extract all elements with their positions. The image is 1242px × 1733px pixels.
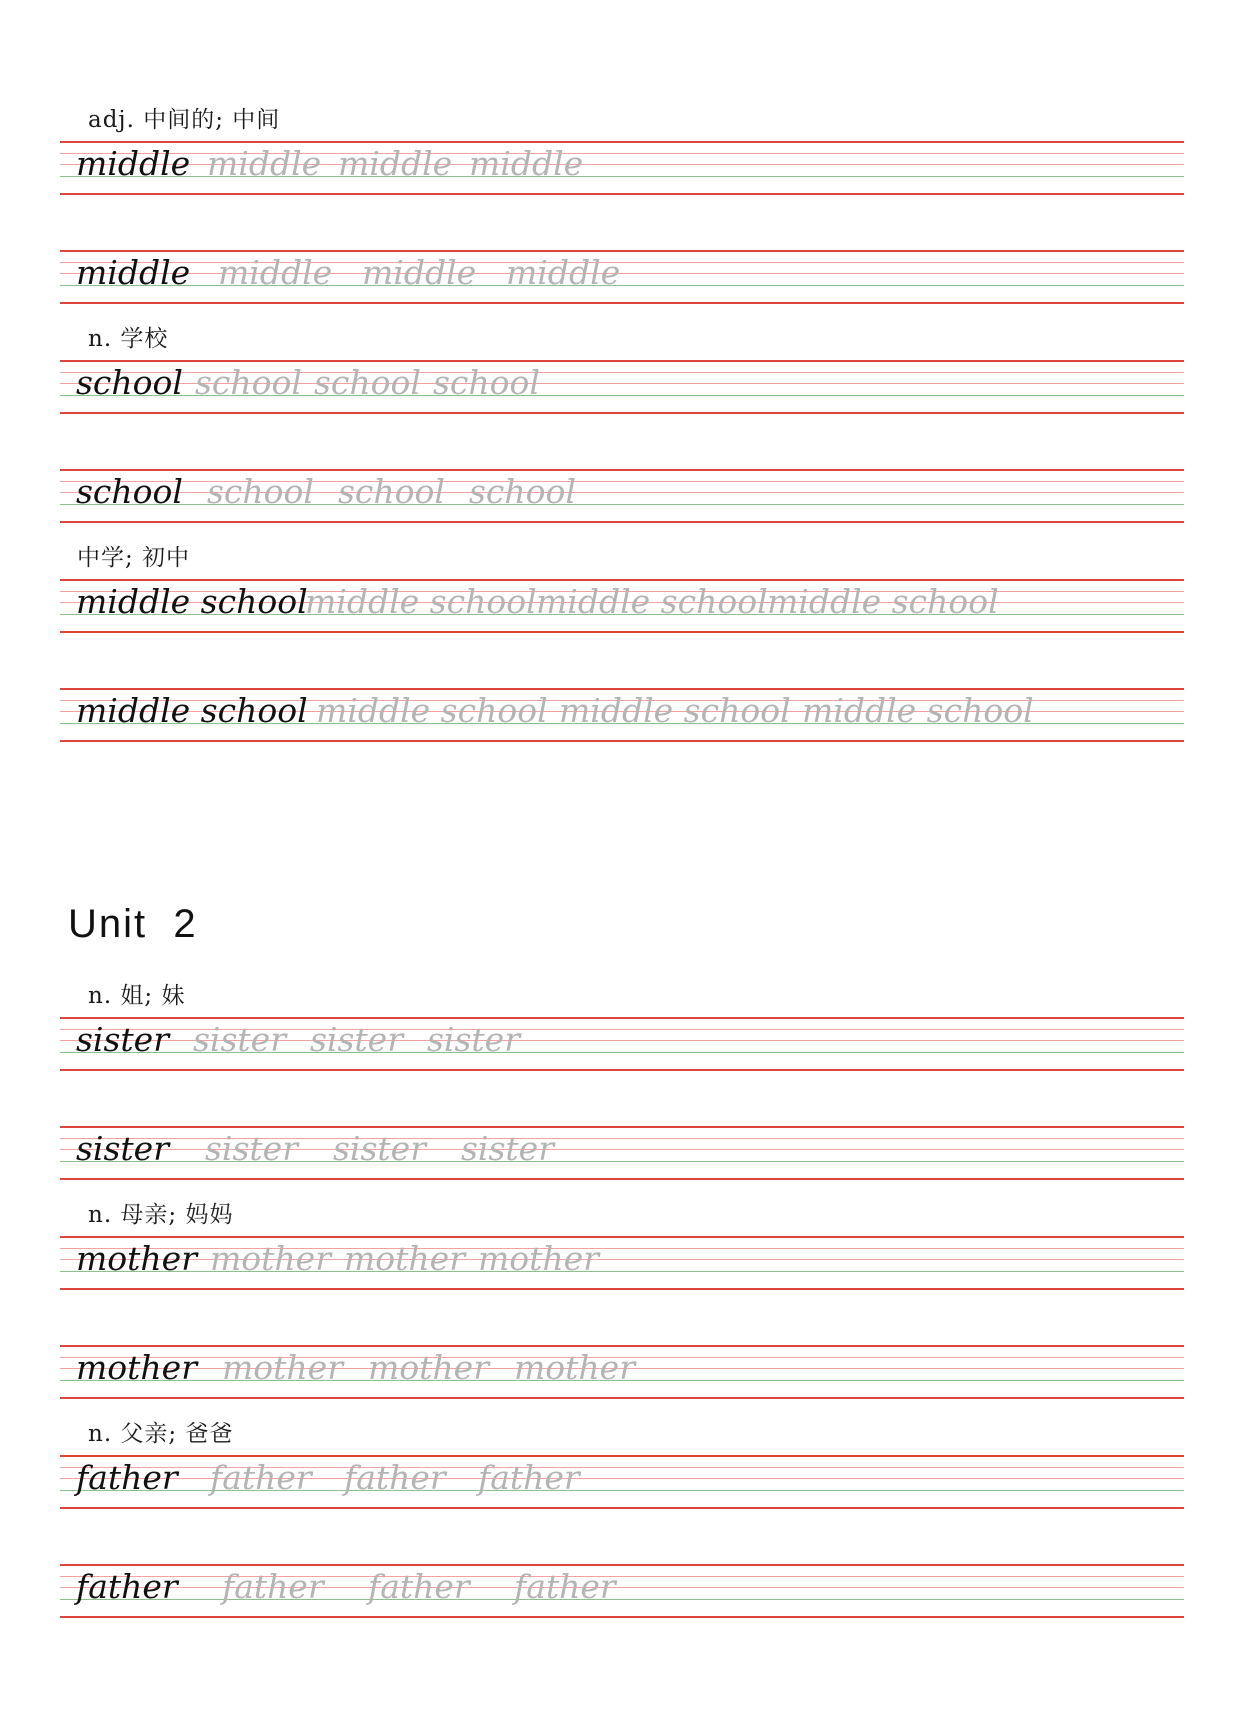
bottom-rule: [60, 1069, 1184, 1071]
bottom-rule: [60, 740, 1184, 742]
practice-line: [60, 579, 1184, 632]
word-meaning: n. 学校: [88, 326, 169, 352]
trace-word: middle: [469, 144, 584, 183]
trace-word: father: [368, 1567, 470, 1606]
trace-word: mother: [368, 1348, 489, 1387]
trace-word: school: [433, 363, 540, 402]
trace-word: school: [469, 472, 576, 511]
trace-word: middle school: [316, 691, 548, 730]
top-rule: [60, 1345, 1184, 1347]
bottom-rule: [60, 193, 1184, 195]
bottom-rule: [60, 302, 1184, 304]
word-meaning: 中学; 初中: [77, 545, 191, 571]
practice-line: [60, 469, 1184, 522]
trace-word: middle: [218, 253, 333, 292]
model-word: sister: [76, 1020, 169, 1059]
trace-word: sister: [427, 1020, 520, 1059]
practice-line: [60, 1345, 1184, 1398]
word-meaning: n. 母亲; 妈妈: [88, 1202, 234, 1228]
trace-word: mother: [344, 1239, 465, 1278]
trace-word: school: [207, 472, 314, 511]
bottom-rule: [60, 1288, 1184, 1290]
model-word: middle school: [76, 582, 308, 621]
practice-line: [60, 1126, 1184, 1179]
trace-word: school: [195, 363, 302, 402]
bottom-rule: [60, 1507, 1184, 1509]
unit-title: Unit 2: [68, 902, 198, 946]
top-rule: [60, 1455, 1184, 1457]
trace-word: sister: [193, 1020, 286, 1059]
top-rule: [60, 688, 1184, 690]
model-word: sister: [76, 1129, 169, 1168]
top-rule: [60, 1564, 1184, 1566]
practice-line: [60, 360, 1184, 413]
trace-word: father: [478, 1458, 580, 1497]
top-rule: [60, 250, 1184, 252]
model-word: middle: [76, 144, 191, 183]
trace-word: middle: [338, 144, 453, 183]
trace-word: school: [314, 363, 421, 402]
trace-word: middle school: [536, 582, 768, 621]
trace-word: mother: [210, 1239, 331, 1278]
trace-word: mother: [514, 1348, 635, 1387]
model-word: middle: [76, 253, 191, 292]
top-rule: [60, 141, 1184, 143]
trace-word: father: [344, 1458, 446, 1497]
trace-word: middle school: [305, 582, 537, 621]
trace-word: middle: [506, 253, 621, 292]
trace-word: middle school: [559, 691, 791, 730]
practice-line: [60, 141, 1184, 194]
model-word: father: [76, 1567, 178, 1606]
bottom-rule: [60, 1397, 1184, 1399]
bottom-rule: [60, 521, 1184, 523]
trace-word: mother: [222, 1348, 343, 1387]
model-word: school: [76, 472, 183, 511]
practice-line: [60, 1236, 1184, 1289]
practice-line: [60, 1455, 1184, 1508]
bottom-rule: [60, 1178, 1184, 1180]
top-rule: [60, 1017, 1184, 1019]
model-word: middle school: [76, 691, 308, 730]
practice-line: [60, 688, 1184, 741]
trace-word: father: [222, 1567, 324, 1606]
trace-word: middle: [362, 253, 477, 292]
model-word: school: [76, 363, 183, 402]
bottom-rule: [60, 631, 1184, 633]
top-rule: [60, 1126, 1184, 1128]
top-rule: [60, 360, 1184, 362]
word-meaning: n. 姐; 妹: [88, 983, 186, 1009]
model-word: mother: [76, 1348, 197, 1387]
trace-word: sister: [205, 1129, 298, 1168]
trace-word: middle: [207, 144, 322, 183]
top-rule: [60, 469, 1184, 471]
practice-line: [60, 250, 1184, 303]
word-meaning: adj. 中间的; 中间: [88, 107, 281, 133]
top-rule: [60, 1236, 1184, 1238]
top-rule: [60, 579, 1184, 581]
trace-word: father: [514, 1567, 616, 1606]
trace-word: school: [338, 472, 445, 511]
trace-word: mother: [478, 1239, 599, 1278]
model-word: father: [76, 1458, 178, 1497]
bottom-rule: [60, 1616, 1184, 1618]
trace-word: middle school: [802, 691, 1034, 730]
bottom-rule: [60, 412, 1184, 414]
trace-word: sister: [310, 1020, 403, 1059]
trace-word: middle school: [767, 582, 999, 621]
trace-word: father: [210, 1458, 312, 1497]
practice-line: [60, 1017, 1184, 1070]
word-meaning: n. 父亲; 爸爸: [88, 1421, 234, 1447]
practice-line: [60, 1564, 1184, 1617]
trace-word: sister: [333, 1129, 426, 1168]
trace-word: sister: [461, 1129, 554, 1168]
model-word: mother: [76, 1239, 197, 1278]
